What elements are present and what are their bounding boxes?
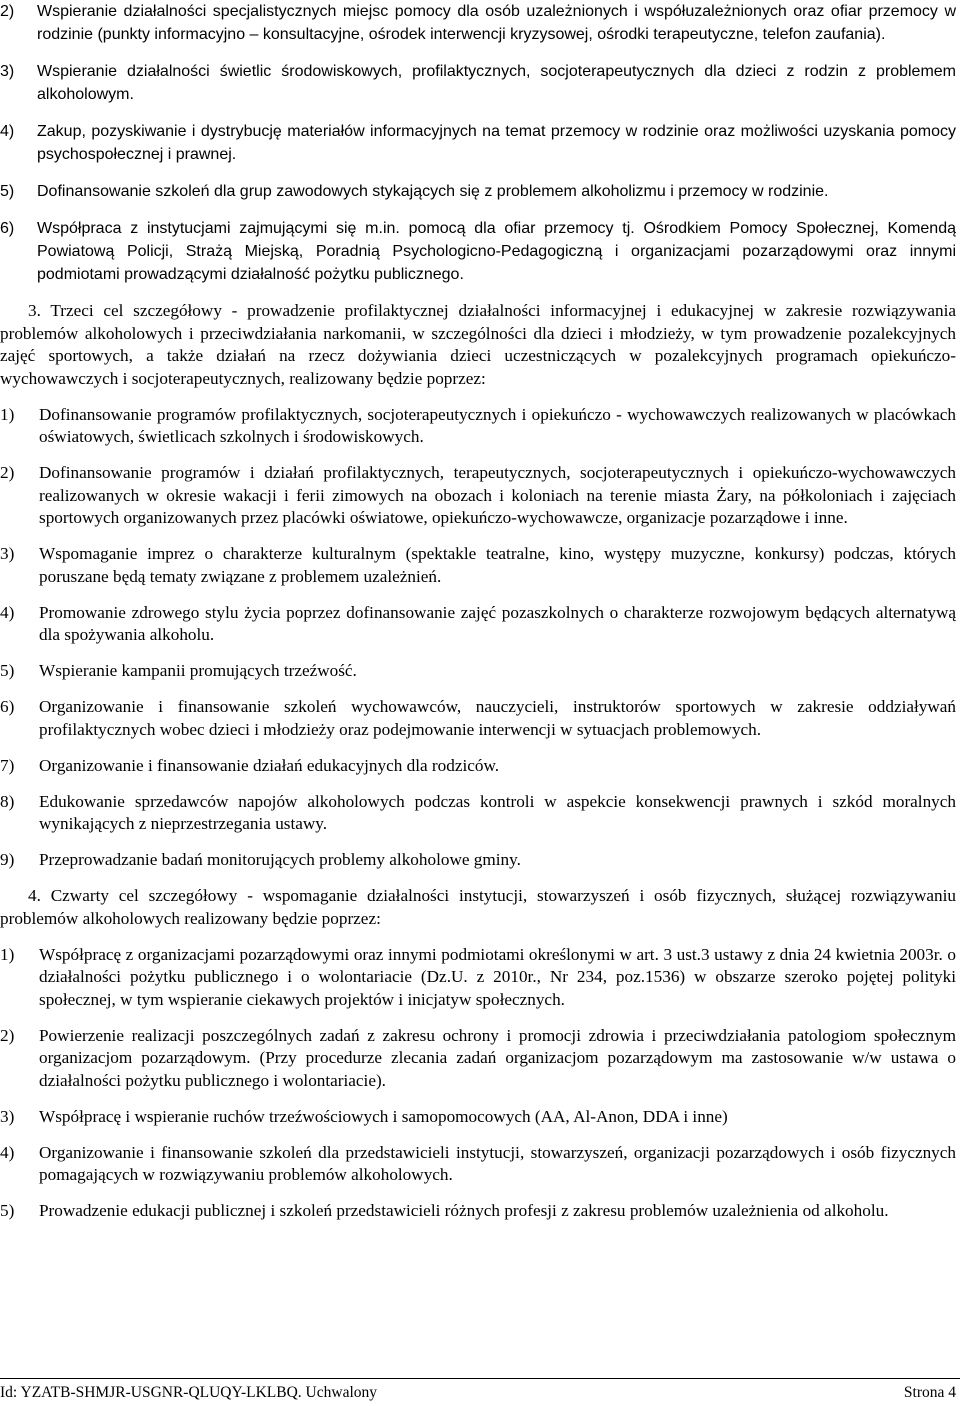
item-text: Dofinansowanie szkoleń dla grup zawodowych stykających się z problemem alkoholizmu i przemocy w rodzinie.: [37, 183, 829, 200]
footer-divider: [0, 1378, 960, 1379]
item-number: 6): [0, 220, 15, 237]
page-number: Strona 4: [903, 1384, 956, 1401]
item-number: 1): [0, 404, 15, 424]
item-text: Zakup, pozyskiwanie i dystrybucję materiałów informacyjnych na temat przemocy w rodzinie oraz możliwości uzyskania pomocy psychospołecznej i prawnej.: [37, 123, 956, 163]
item-text: Organizowanie i finansowanie szkoleń wychowawców, nauczycieli, instruktorów sportowych w zakresie oddziaływań profilaktycznych wobec dzieci i młodzieży oraz podejmowanie interwencji w sytuacjach problemowych.: [39, 697, 956, 739]
list-item: [0, 180, 956, 203]
intro-list: [0, 0, 956, 286]
item-number: 9): [0, 850, 15, 869]
item-number: 4): [0, 123, 15, 140]
list-item: [0, 1106, 956, 1129]
item-text: Powierzenie realizacji poszczególnych zadań z zakresu ochrony i promocji zdrowia i przeciwdziałania patologiom społecznym organizacjom pozarządowym. (Przy procedurze zlecania zadań organizacjom pozarządowym ma zastosowanie w/w ustawa o działalności pożytku publicznego i wolontariacie).: [39, 1025, 956, 1090]
item-text: Współpracę z organizacjami pozarządowymi oraz innymi podmiotami określonymi w art. 3 ust.3 ustawy z dnia 24 kwietnia 2003r. o działalności pożytku publicznego i o wolontariacie (Dz.U. z 2010r., Nr 234, poz.1536) w obszarze szeroko pojętej polityki społecznej, w tym wspieranie ciekawych projektów i inicjatyw społecznych.: [39, 944, 956, 1009]
item-number: 4): [0, 602, 15, 622]
item-number: 6): [0, 697, 15, 716]
list-item: [0, 1142, 956, 1187]
list-item: [0, 1200, 956, 1223]
list-item: [0, 120, 956, 166]
list-item: [0, 696, 956, 741]
item-number: 4): [0, 1142, 15, 1162]
list-item: [0, 60, 956, 106]
document-id: Id: YZATB-SHMJR-USGNR-QLUQY-LKLBQ. Uchwalony: [0, 1384, 378, 1401]
item-text: Współpracę i wspieranie ruchów trzeźwościowych i samopomocowych (AA, Al-Anon, DDA i inne): [39, 1106, 728, 1126]
item-number: 5): [0, 661, 15, 680]
list-item: [0, 849, 956, 872]
list-item: [0, 0, 956, 46]
goal4-list: [0, 944, 956, 1223]
list-item: [0, 462, 956, 530]
list-item: [0, 404, 956, 449]
goal4-heading: 4. Czwarty cel szczegółowy - wspomaganie działalności instytucji, stowarzyszeń i osób fizycznych, służącej rozwiązywaniu problemów alkoholowych realizowany będzie poprzez:: [0, 886, 956, 928]
item-text: Promowanie zdrowego stylu życia poprzez dofinansowanie zajęć pozaszkolnych o charakterze rozwojowym będących alternatywą dla spożywania alkoholu.: [39, 602, 956, 644]
item-number: 3): [0, 63, 15, 80]
goal3-heading: 3. Trzeci cel szczegółowy - prowadzenie profilaktycznej działalności informacyjnej i edukacyjnej w zakresie rozwiązywania problemów alkoholowych i przeciwdziałania narkomanii, w szczególności dla dzieci i młodzieży, w tym prowadzenie pozalekcyjnych zajęć sportowych, a także działań na rzecz dożywiania dzieci uczestniczących w pozalekcyjnych programach opiekuńczo-wychowawczych i socjoterapeutycznych, realizowany będzie poprzez:: [0, 301, 956, 388]
item-number: 5): [0, 1201, 15, 1220]
item-number: 7): [0, 755, 15, 775]
item-text: Wspieranie działalności specjalistycznych miejsc pomocy dla osób uzależnionych i współuzależnionych oraz ofiar przemocy w rodzinie (punkty informacyjno – konsultacyjne, ośrodek interwencji kryzysowej, ośrodki terapeutyczne, telefon zaufania).: [37, 3, 956, 43]
list-item: [0, 602, 956, 647]
item-number: 3): [0, 1106, 15, 1126]
item-number: 1): [0, 944, 15, 964]
item-number: 2): [0, 1025, 15, 1045]
list-item: [0, 944, 956, 1012]
item-text: Wspieranie działalności świetlic środowiskowych, profilaktycznych, socjoterapeutycznych dla dzieci z rodzin z problemem alkoholowym.: [37, 63, 956, 103]
goal3-list: [0, 404, 956, 872]
item-text: Przeprowadzanie badań monitorujących problemy alkoholowe gminy.: [39, 850, 521, 869]
list-item: [0, 1025, 956, 1093]
list-item: [0, 791, 956, 836]
item-number: 5): [0, 183, 15, 200]
item-number: 2): [0, 463, 15, 482]
list-item: [0, 217, 956, 286]
item-text: Dofinansowanie programów profilaktycznych, socjoterapeutycznych i opiekuńczo - wychowawczych realizowanych w placówkach oświatowych, świetlicach szkolnych i środowiskowych.: [39, 404, 956, 446]
item-text: Prowadzenie edukacji publicznej i szkoleń przedstawicieli różnych profesji z zakresu problemów uzależnienia od alkoholu.: [39, 1201, 889, 1220]
item-text: Współpraca z instytucjami zajmującymi się m.in. pomocą dla ofiar przemocy tj. Ośrodkiem Pomocy Społecznej, Komendą Powiatową Policji, Strażą Miejską, Poradnią Psychologicno-Pedagogiczną i organizacjami pozarządowymi oraz innymi podmiotami prowadzącymi działalność pożytku publicznego.: [37, 220, 956, 283]
item-text: Edukowanie sprzedawców napojów alkoholowych podczas kontroli w aspekcie konsekwencji prawnych i szkód moralnych wynikających z nieprzestrzegania ustawy.: [39, 791, 956, 833]
item-text: Dofinansowanie programów i działań profilaktycznych, terapeutycznych, socjoterapeutycznych i opiekuńczo-wychowawczych realizowanych w okresie wakacji i ferii zimowych na obozach i koloniach na terenie miasta Żary, na półkoloniach i zajęciach sportowych organizowanych przez placówki oświatowe, opiekuńczo-wychowawcze, organizacje pozarządowe i inne.: [39, 463, 956, 527]
item-number: 2): [0, 3, 15, 20]
list-item: [0, 755, 956, 778]
item-text: Wspomaganie imprez o charakterze kulturalnym (spektakle teatralne, kino, występy muzyczne, konkursy) podczas, których poruszane będą tematy związane z problemem uzależnień.: [39, 544, 956, 586]
list-item: [0, 543, 956, 588]
item-number: 3): [0, 544, 15, 563]
list-item: [0, 660, 956, 683]
item-text: Organizowanie i finansowanie szkoleń dla przedstawicieli instytucji, stowarzyszeń, organizacji pozarządowych i osób fizycznych pomagających w rozwiązywaniu problemów alkoholowych.: [39, 1142, 956, 1184]
item-number: 8): [0, 791, 15, 811]
item-text: Wspieranie kampanii promujących trzeźwość.: [39, 661, 357, 680]
item-text: Organizowanie i finansowanie działań edukacyjnych dla rodziców.: [39, 755, 500, 775]
